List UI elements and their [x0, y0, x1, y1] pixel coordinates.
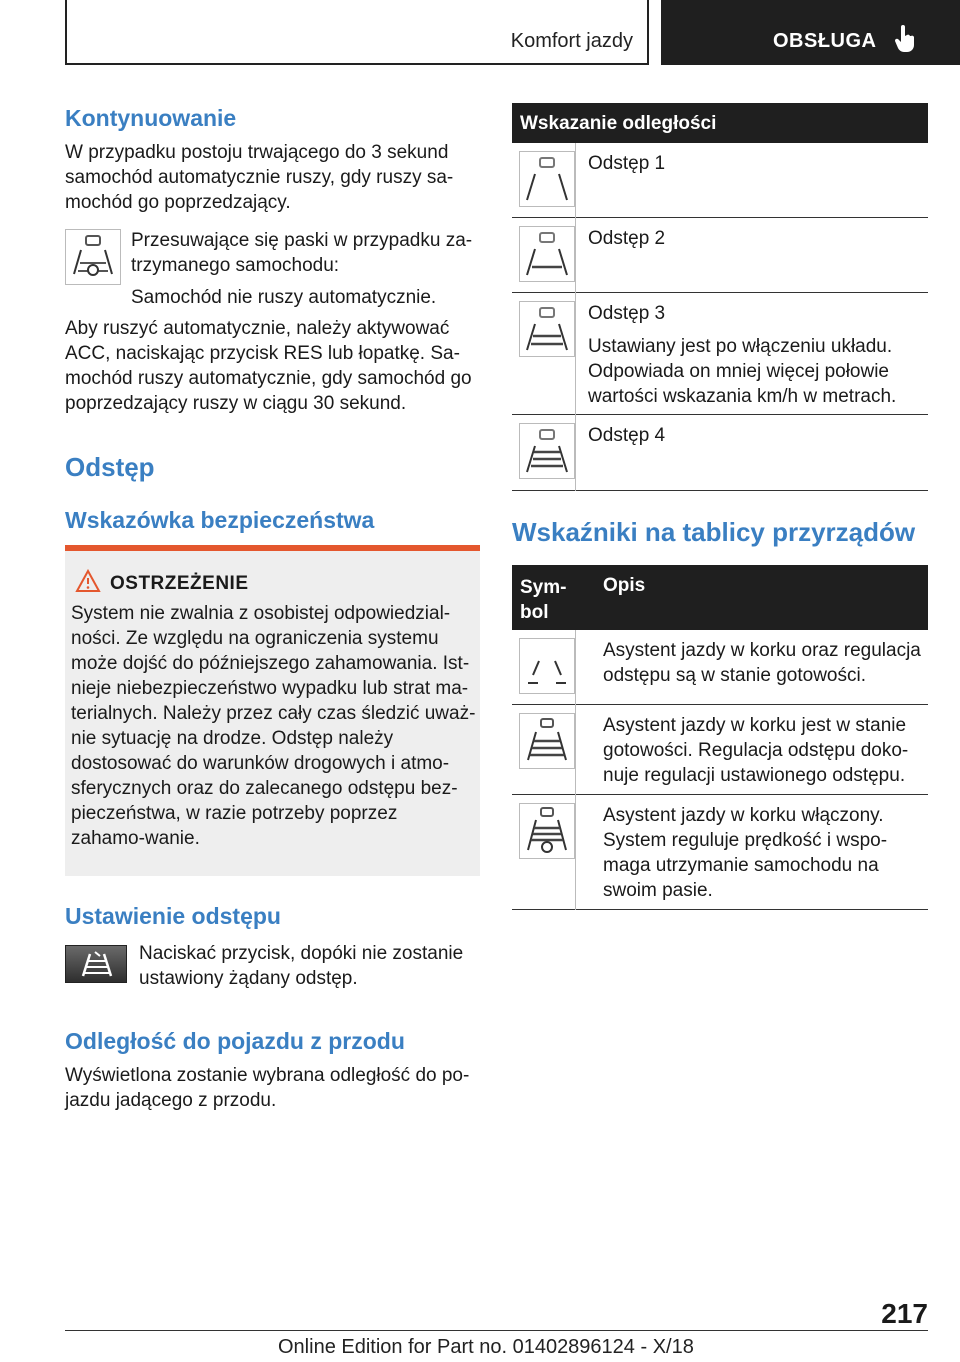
front-distance-heading: Odległość do pojazdu z przodu: [65, 1028, 405, 1054]
indicator-row-2: [512, 705, 928, 795]
warning-text: System nie zwalnia z osobistej odpowiedzial-ności. Ze względu na ograniczenia systemu może dojść do późniejszego zahamowania. Ist-nieje niebezpieczeństwo wypadku lub strat ma-terialnych. Należy przez cały czas śledzić uważ-nie sytuację na drodze. Odstęp należy dostosować do warunków drogowych i atmo-sferycznych oraz do zalecanego odstępu bez-pieczeństwa, w razie potrzeby poprzez zahamo-wanie.: [71, 603, 476, 849]
safety-heading: Wskazówka bezpieczeństwa: [65, 507, 375, 533]
distance-row-3-note: Ustawiany jest po włączeniu układu. Odpowiada on mniej więcej połowie wartości wskazania km/h w metrach.: [588, 336, 897, 407]
distance-1-icon: [519, 151, 575, 207]
warning-title: OSTRZEŻENIE: [110, 573, 249, 594]
stopped-car-display-icon: [65, 229, 121, 285]
indicator-row-1-desc: Asystent jazdy w korku oraz regulacja odstępu są w stanie gotowości.: [603, 640, 921, 686]
warning-box: [65, 551, 480, 876]
distance-row-1-label: Odstęp 1: [588, 153, 666, 174]
header-chapter-box: [65, 0, 649, 65]
distance-control-indicator-icon: [519, 713, 575, 769]
distance-table-header: [512, 103, 928, 143]
distance-row-3: [512, 293, 928, 415]
icon-note-2: Samochód nie ruszy automatycznie.: [131, 287, 437, 308]
assist-active-indicator-icon: [519, 803, 575, 859]
footer-divider: [65, 1330, 928, 1331]
standby-indicator-icon: [519, 638, 575, 694]
distance-row-2-label: Odstęp 2: [588, 228, 666, 249]
distance-table-title: Wskazanie odległości: [520, 113, 717, 134]
continue-paragraph-2: Aby ruszyć automatycznie, należy aktywować ACC, naciskając przycisk RES lub łopatkę. Sa-mochód ruszy automatycznie, gdy samochód go poprzedzający ruszy w ciągu 30 sekund.: [65, 318, 472, 414]
indicator-row-1: [512, 630, 928, 705]
footer-edition: Online Edition for Part no. 01402896124 - X/18: [278, 1336, 694, 1358]
col-description: Opis: [603, 575, 646, 596]
continue-paragraph-1: W przypadku postoju trwającego do 3 sekund samochód automatycznie ruszy, gdy ruszy sa-mochód go poprzedzający.: [65, 142, 454, 213]
distance-row-4: [512, 415, 928, 491]
indicator-row-2-desc: Asystent jazdy w korku jest w stanie gotowości. Regulacja odstępu doko-nuje regulacji ustawionego odstępu.: [603, 715, 909, 786]
distance-heading: Odstęp: [65, 452, 155, 482]
setting-text: Naciskać przycisk, dopóki nie zostanie ustawiony żądany odstęp.: [139, 943, 464, 989]
distance-row-1: [512, 143, 928, 218]
setting-heading: Ustawienie odstępu: [65, 903, 281, 929]
distance-row-3-label: Odstęp 3: [588, 303, 666, 324]
distance-row-4-label: Odstęp 4: [588, 425, 666, 446]
col-symbol: Sym-bol: [520, 577, 567, 623]
indicators-heading: Wskaźniki na tablicy przyrządów: [512, 517, 916, 547]
indicators-table-header: [512, 565, 928, 630]
distance-row-2: [512, 218, 928, 293]
indicator-row-3: [512, 795, 928, 910]
distance-3-icon: [519, 301, 575, 357]
indicator-row-3-desc: Asystent jazdy w korku włączony. System reguluje prędkość i wspo-maga utrzymanie samochodu na swoim pasie.: [603, 805, 888, 901]
section-tab-label: OBSŁUGA: [773, 30, 877, 52]
distance-button-icon: [65, 945, 127, 983]
distance-4-icon: [519, 423, 575, 479]
page-number: 217: [881, 1298, 928, 1329]
distance-2-icon: [519, 226, 575, 282]
icon-note-1: Przesuwające się paski w przypadku za-trzymanego samochodu:: [131, 230, 473, 276]
hand-pointer-icon: [894, 25, 916, 53]
section-tab[interactable]: [661, 0, 960, 65]
continue-heading: Kontynuowanie: [65, 105, 237, 131]
warning-triangle-icon: [75, 569, 101, 593]
front-distance-text: Wyświetlona zostanie wybrana odległość do po-jazdu jadącego z przodu.: [65, 1065, 470, 1111]
chapter-title: Komfort jazdy: [510, 30, 633, 52]
